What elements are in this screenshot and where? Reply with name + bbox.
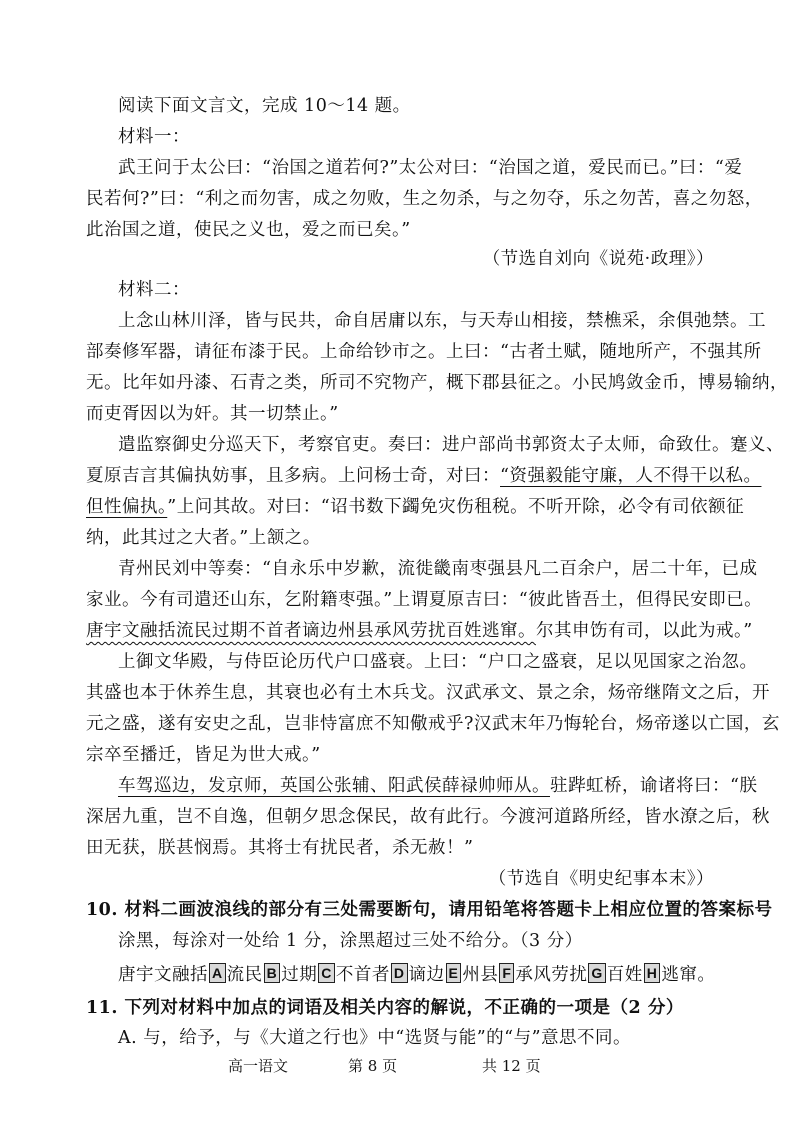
material-1-source: （节选自刘向《说苑·政理》） xyxy=(482,249,714,269)
material-2-line: 无。比年如丹漆、石青之类，所司不究物产，概下郡县征之。小民鸠敛金币，博易输纳， xyxy=(86,373,788,393)
intro-instruction: 阅读下面文言文，完成 10～14 题。 xyxy=(118,96,411,116)
material-2-line: 元之盛，遂有安史之乱，岂非恃富庶不知儆戒乎?汉武末年乃悔轮台，炀帝遂以亡国，玄 xyxy=(86,714,780,734)
answer-box-g[interactable]: G xyxy=(588,963,605,983)
footer-total-pages: 共 12 页 xyxy=(482,1057,541,1075)
segment: 唐宇文融括 xyxy=(118,965,208,985)
question-10 xyxy=(86,897,773,923)
underlined-sentence: 但性偏执。 xyxy=(86,497,168,517)
material-2-line xyxy=(86,463,761,489)
material-2-line: 田无获，朕甚悯焉。其将士有扰民者，杀无赦！” xyxy=(86,838,474,858)
material-2-line: 其盛也本于休养生息，其衰也必有土木兵戈。汉武承文、景之余，炀帝继隋文之后，开 xyxy=(86,683,770,703)
material-2-line: 遣监察御史分巡天下，考察官吏。奏曰：进户部尚书郭资太子太师，命致仕。蹇义、 xyxy=(118,435,784,455)
wavy-underlined-sentence: 唐宇文融括流民过期不首者谪边州县承风劳扰百姓逃窜。 xyxy=(86,621,536,641)
answer-box-c[interactable]: C xyxy=(318,963,335,983)
segment: 州县 xyxy=(462,965,499,985)
answer-box-d[interactable]: D xyxy=(391,963,408,983)
answer-box-a[interactable]: A xyxy=(209,963,226,983)
material-2-line: 而吏胥因以为奸。其一切禁止。” xyxy=(86,404,339,424)
material-2-title: 材料二： xyxy=(118,280,190,300)
question-11 xyxy=(86,995,684,1021)
answer-box-h[interactable]: H xyxy=(644,963,661,983)
material-2-line xyxy=(86,494,744,520)
option-a: A. 与，给予，与《大道之行也》中“选贤与能”的“与”意思不同。 xyxy=(118,1028,632,1048)
text-segment: 夏原吉言其偏执妨事，且多病。上问杨士奇，对曰： xyxy=(86,466,500,486)
footer-subject: 高一语文 xyxy=(228,1057,289,1075)
segment: 承风劳扰 xyxy=(515,965,588,985)
text-segment: ”上问其故。对曰：“诏书数下蠲免灾伤租税。不听开除，必令有司依额征 xyxy=(167,497,745,517)
segment: 过期 xyxy=(281,965,318,985)
segment: 流民 xyxy=(226,965,263,985)
answer-option-row xyxy=(118,962,715,988)
underlined-sentence: “资强毅能守廉，人不得干以私。 xyxy=(500,466,762,486)
material-1-title: 材料一： xyxy=(118,127,190,147)
material-2-line: 纳，此其过之大者。”上颔之。 xyxy=(86,528,321,548)
material-1-line: 此治国之道，使民之义也，爱之而已矣。” xyxy=(86,220,411,240)
material-2-line: 青州民刘中等奏：“自永乐中岁歉，流徙畿南枣强县凡二百余户，居二十年，已成 xyxy=(118,559,758,579)
material-2-line: 深居九重，岂不自逸，但朝夕思念保民，故有此行。今渡河道路所经，皆水潦之后，秋 xyxy=(86,807,770,827)
text-segment: 驻跸虹桥，谕诸将曰：“朕 xyxy=(550,776,758,796)
answer-box-b[interactable]: B xyxy=(264,963,281,983)
material-1-line: 民若何?”曰：“利之而勿害，成之勿败，生之勿杀，与之勿夺，乐之勿苦，喜之勿怒， xyxy=(86,189,763,209)
answer-box-f[interactable]: F xyxy=(499,963,514,983)
question-10-text-cont: 涂黑，每涂对一处给 1 分，涂黑超过三处不给分。（3 分） xyxy=(118,931,583,951)
material-2-line xyxy=(86,618,753,644)
segment: 百姓 xyxy=(606,965,643,985)
underlined-sentence: 车驾巡边，发京师，英国公张辅、阳武侯薛禄帅师从。 xyxy=(118,776,550,796)
material-2-line: 家业。今有司遣还山东，乞附籍枣强。”上谓夏原吉曰：“彼此皆吾土，但得民安即已。 xyxy=(86,590,763,610)
question-number: 11. xyxy=(86,998,118,1018)
answer-box-e[interactable]: E xyxy=(446,963,462,983)
question-text: 下列对材料中加点的词语及相关内容的解说，不正确的一项是（2 分） xyxy=(124,998,684,1018)
material-2-line: 上御文华殿，与侍臣论历代户口盛衰。上曰：“户口之盛衰，足以见国家之治忽。 xyxy=(118,652,758,672)
segment: 谪边 xyxy=(408,965,445,985)
footer-page-number: 第 8 页 xyxy=(348,1057,398,1075)
segment: 不首者 xyxy=(335,965,390,985)
segment: 逃窜。 xyxy=(661,965,716,985)
material-2-line: 宗卒至播迁，皆足为世大戒。” xyxy=(86,745,321,765)
question-number: 10. xyxy=(86,900,118,920)
material-1-line: 武王问于太公曰：“治国之道若何?”太公对曰：“治国之道，爱民而已。”曰：“爱 xyxy=(118,158,743,178)
text-segment: 尔其申饬有司，以此为戒。” xyxy=(536,621,753,641)
question-text: 材料二画波浪线的部分有三处需要断句，请用铅笔将答题卡上相应位置的答案标号 xyxy=(124,900,773,920)
material-2-source: （节选自《明史纪事本末》） xyxy=(488,869,714,889)
material-2-line xyxy=(118,773,757,799)
material-2-line: 上念山林川泽，皆与民共，命自居庸以东，与天寿山相接，禁樵采，余俱弛禁。工 xyxy=(118,311,766,331)
material-2-line: 部奏修军器，请征布漆于民。上命给钞市之。上曰：“古者土赋，随地所产，不强其所 xyxy=(86,342,762,362)
